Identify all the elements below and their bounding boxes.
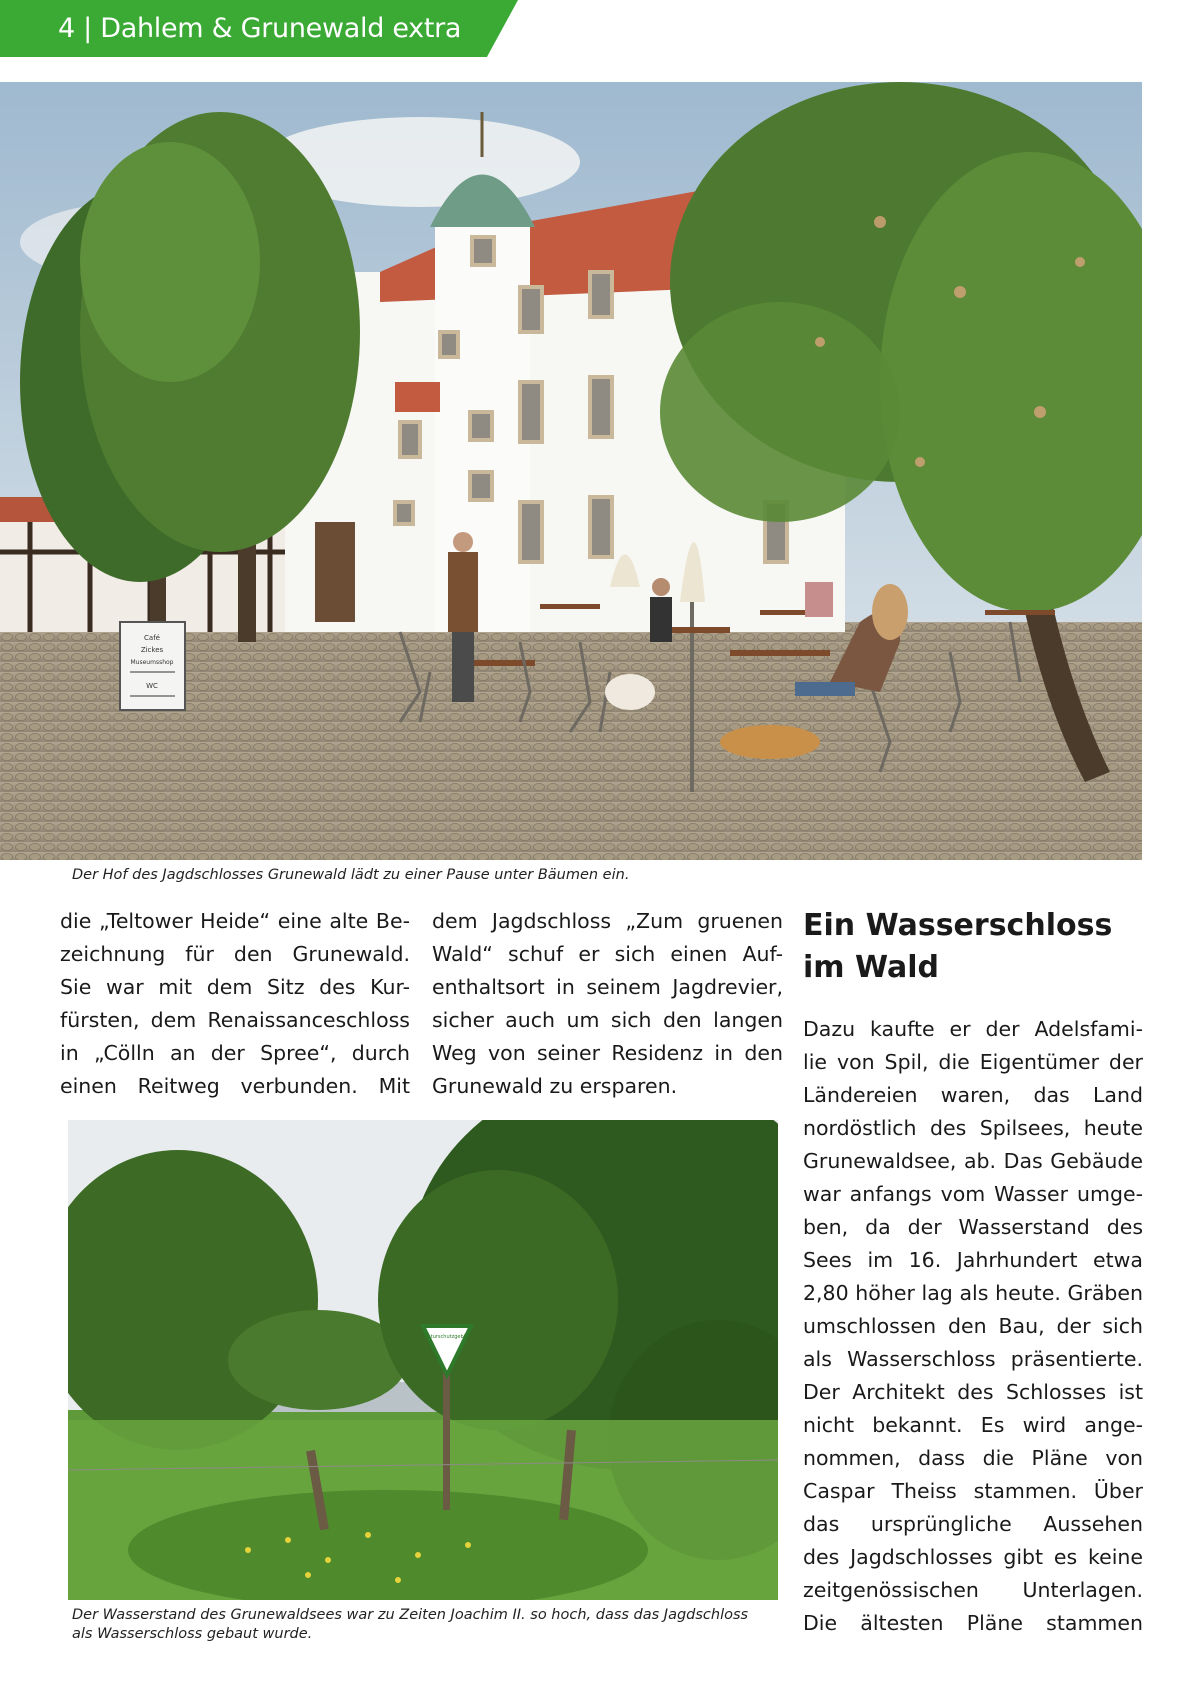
sign-line-shop: Museumsshop — [130, 659, 174, 666]
column-3-line: Ländereien waren, das Land — [803, 1083, 1143, 1107]
lake-meadow-photo — [68, 1120, 778, 1600]
column-2-line: Wald“ schuf er sich einen Auf- — [432, 942, 783, 966]
column-2-line: sicher auch um sich den langen — [432, 1008, 783, 1032]
section-heading-line: im Wald — [803, 950, 940, 985]
lake-caption-line: als Wasserschloss gebaut wurde. — [72, 1626, 313, 1642]
courtyard-photo-caption: Der Hof des Jagdschlosses Grunewald lädt zu einer Pause unter Bäumen ein. — [72, 867, 630, 883]
column-3-line: ben, da der Wasserstand des — [803, 1215, 1143, 1239]
column-3-line: Grunewaldsee, ab. Das Gebäude — [803, 1149, 1143, 1173]
column-3-line: nordöstlich des Spilsees, heute — [803, 1116, 1143, 1140]
column-3-line: des Jagdschlosses gibt es keine — [803, 1545, 1143, 1569]
column-3-line: Der Architekt des Schlosses ist — [803, 1380, 1143, 1404]
column-3-line: umschlossen den Bau, der sich — [803, 1314, 1143, 1338]
section-heading — [803, 905, 1163, 989]
column-3-line: 2,80 höher lag als heute. Gräben — [803, 1281, 1143, 1305]
column-3-line: nommen, dass die Pläne von — [803, 1446, 1143, 1470]
nature-reserve-sign-label: Naturschutzgebiet — [423, 1334, 471, 1340]
column-3-line: war anfangs vom Wasser umge- — [803, 1182, 1143, 1206]
column-3-line: Dazu kaufte er der Adelsfami- — [803, 1017, 1143, 1041]
column-2-line: enthaltsort in seinem Jagdrevier, — [432, 975, 783, 999]
column-2-line: Grunewald zu ersparen. — [432, 1074, 678, 1098]
text-column-2 — [432, 905, 783, 1103]
column-3-line: nicht bekannt. Es wird ange- — [803, 1413, 1143, 1437]
lake-meadow-photo-caption — [72, 1606, 792, 1644]
column-3-line: als Wasserschloss präsentierte. — [803, 1347, 1143, 1371]
sign-line-wc: WC — [146, 682, 158, 690]
column-3-line: lie von Spil, die Eigentümer der — [803, 1050, 1143, 1074]
column-1-line: die „Teltower Heide“ eine alte Be- — [60, 909, 410, 933]
column-1-line: in „Cölln an der Spree“, durch — [60, 1041, 410, 1065]
column-3-line: Die ältesten Pläne stammen — [803, 1611, 1143, 1635]
column-1-line: einen Reitweg verbunden. Mit — [60, 1074, 410, 1098]
courtyard-photo — [0, 82, 1142, 860]
text-column-3 — [803, 1013, 1143, 1640]
sign-line-zickes: Zickes — [140, 646, 164, 654]
column-3-line: zeitgenössischen Unterlagen. — [803, 1578, 1143, 1602]
column-3-line: Sees im 16. Jahrhundert etwa — [803, 1248, 1143, 1272]
column-3-line: Caspar Theiss stammen. Über — [803, 1479, 1143, 1503]
column-1-line: fürsten, dem Renaissanceschloss — [60, 1008, 410, 1032]
lake-caption-line: Der Wasserstand des Grunewaldsees war zu Zeiten Joachim II. so hoch, dass das Jagdschloss — [72, 1607, 749, 1623]
column-1-line: Sie war mit dem Sitz des Kur- — [60, 975, 410, 999]
column-1-line: zeichnung für den Grunewald. — [60, 942, 410, 966]
column-2-line: dem Jagdschloss „Zum gruenen — [432, 909, 783, 933]
section-heading-line: Ein Wasserschloss — [803, 908, 1113, 943]
text-column-1 — [60, 905, 410, 1103]
section-header-title: 4 | Dahlem & Grunewald extra — [58, 13, 462, 44]
column-2-line: Weg von seiner Residenz in den — [432, 1041, 783, 1065]
sign-line-cafe: Café — [144, 634, 160, 642]
column-3-line: das ursprüngliche Aussehen — [803, 1512, 1143, 1536]
